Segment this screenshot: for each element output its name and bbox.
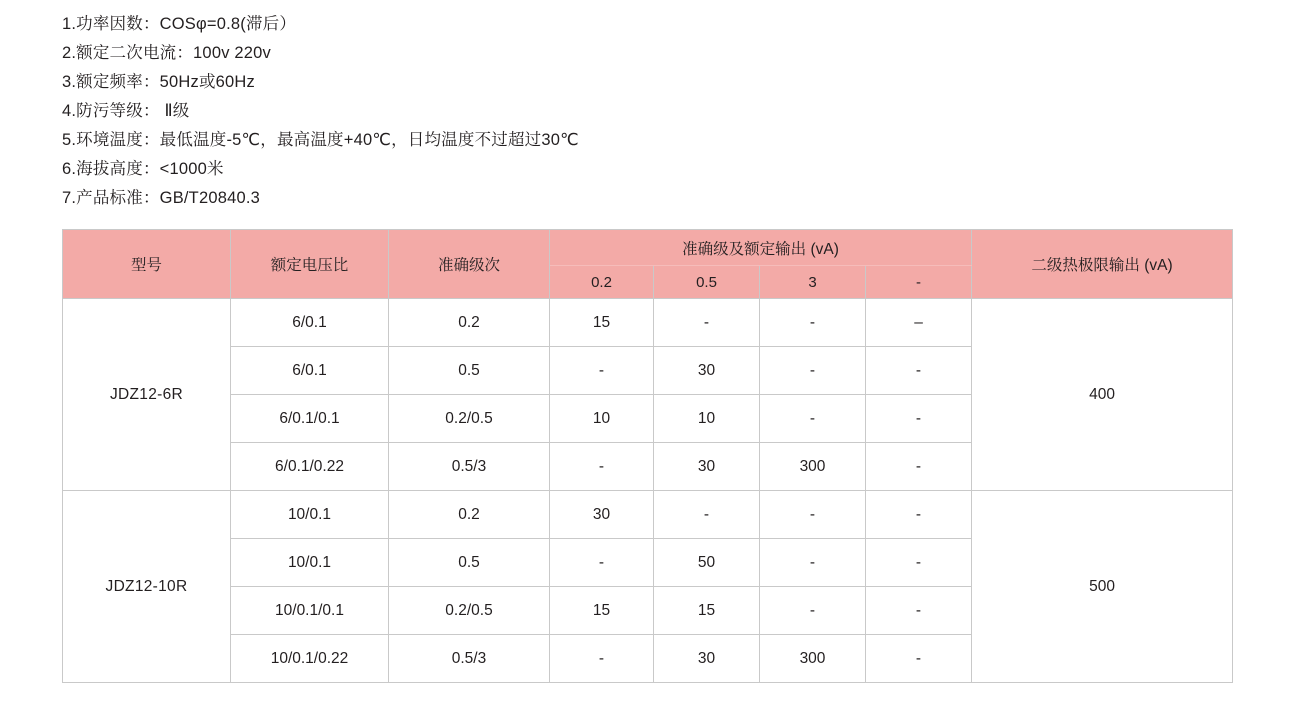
specification-table — [62, 229, 1233, 683]
header-output-3: 3 — [760, 266, 866, 299]
table-row — [63, 491, 1233, 539]
cell-ratio: 6/0.1/0.1 — [231, 395, 389, 443]
spec-item-3: 3.额定频率：50Hz或60Hz — [62, 73, 255, 91]
cell-output-3: - — [760, 299, 866, 347]
header-ratio: 额定电压比 — [231, 230, 389, 299]
cell-thermal-400: 400 — [972, 299, 1233, 491]
cell-output-1: 30 — [550, 491, 654, 539]
cell-output-3: - — [760, 539, 866, 587]
cell-output-1: 15 — [550, 299, 654, 347]
cell-output-2: - — [654, 299, 760, 347]
table-header-row-1 — [63, 230, 1233, 266]
table-header — [63, 230, 1233, 299]
header-output-group: 准确级及额定输出 (vA) — [550, 230, 972, 266]
cell-output-4: – — [866, 299, 972, 347]
cell-output-3: - — [760, 395, 866, 443]
cell-output-4: - — [866, 587, 972, 635]
cell-output-2: 30 — [654, 635, 760, 683]
cell-accuracy: 0.2/0.5 — [389, 395, 550, 443]
spec-item-7: 7.产品标准：GB/T20840.3 — [62, 189, 261, 207]
specifications-list — [62, 10, 1232, 213]
cell-output-3: - — [760, 347, 866, 395]
cell-output-2: 30 — [654, 443, 760, 491]
spec-item-5: 5.环境温度：最低温度-5℃，最高温度+40℃，日均温度不过超过30℃ — [62, 131, 579, 149]
cell-accuracy: 0.5/3 — [389, 635, 550, 683]
header-thermal: 二级热极限输出 (vA) — [972, 230, 1233, 299]
cell-accuracy: 0.2 — [389, 299, 550, 347]
cell-output-1: 15 — [550, 587, 654, 635]
cell-output-4: - — [866, 491, 972, 539]
table-body — [63, 299, 1233, 683]
cell-accuracy: 0.5 — [389, 539, 550, 587]
table-row — [63, 299, 1233, 347]
spec-item-6: 6.海拔高度：<1000米 — [62, 160, 224, 178]
header-accuracy: 准确级次 — [389, 230, 550, 299]
cell-ratio: 10/0.1 — [231, 539, 389, 587]
spec-item-2: 2.额定二次电流：100v 220v — [62, 44, 272, 62]
cell-thermal-500: 500 — [972, 491, 1233, 683]
cell-output-2: 30 — [654, 347, 760, 395]
cell-output-2: - — [654, 491, 760, 539]
cell-accuracy: 0.2/0.5 — [389, 587, 550, 635]
cell-ratio: 10/0.1/0.22 — [231, 635, 389, 683]
cell-output-2: 15 — [654, 587, 760, 635]
cell-output-4: - — [866, 539, 972, 587]
header-output-dash: - — [866, 266, 972, 299]
cell-output-4: - — [866, 395, 972, 443]
cell-output-1: - — [550, 539, 654, 587]
cell-output-1: - — [550, 443, 654, 491]
cell-output-3: - — [760, 587, 866, 635]
cell-model-jdz12-10r: JDZ12-10R — [63, 491, 231, 683]
cell-ratio: 6/0.1/0.22 — [231, 443, 389, 491]
header-output-0-5: 0.5 — [654, 266, 760, 299]
cell-accuracy: 0.5/3 — [389, 443, 550, 491]
cell-ratio: 6/0.1 — [231, 299, 389, 347]
cell-output-3: - — [760, 491, 866, 539]
cell-output-4: - — [866, 635, 972, 683]
cell-model-jdz12-6r: JDZ12-6R — [63, 299, 231, 491]
cell-output-3: 300 — [760, 443, 866, 491]
header-output-0-2: 0.2 — [550, 266, 654, 299]
cell-ratio: 10/0.1 — [231, 491, 389, 539]
cell-output-2: 10 — [654, 395, 760, 443]
cell-accuracy: 0.5 — [389, 347, 550, 395]
cell-output-3: 300 — [760, 635, 866, 683]
cell-output-1: - — [550, 635, 654, 683]
cell-output-1: 10 — [550, 395, 654, 443]
cell-output-2: 50 — [654, 539, 760, 587]
cell-ratio: 6/0.1 — [231, 347, 389, 395]
header-model: 型号 — [63, 230, 231, 299]
cell-output-4: - — [866, 347, 972, 395]
spec-item-4: 4.防污等级： Ⅱ级 — [62, 102, 190, 120]
cell-output-4: - — [866, 443, 972, 491]
cell-output-1: - — [550, 347, 654, 395]
cell-ratio: 10/0.1/0.1 — [231, 587, 389, 635]
spec-item-1: 1.功率因数：COSφ=0.8(滞后） — [62, 15, 297, 33]
cell-accuracy: 0.2 — [389, 491, 550, 539]
